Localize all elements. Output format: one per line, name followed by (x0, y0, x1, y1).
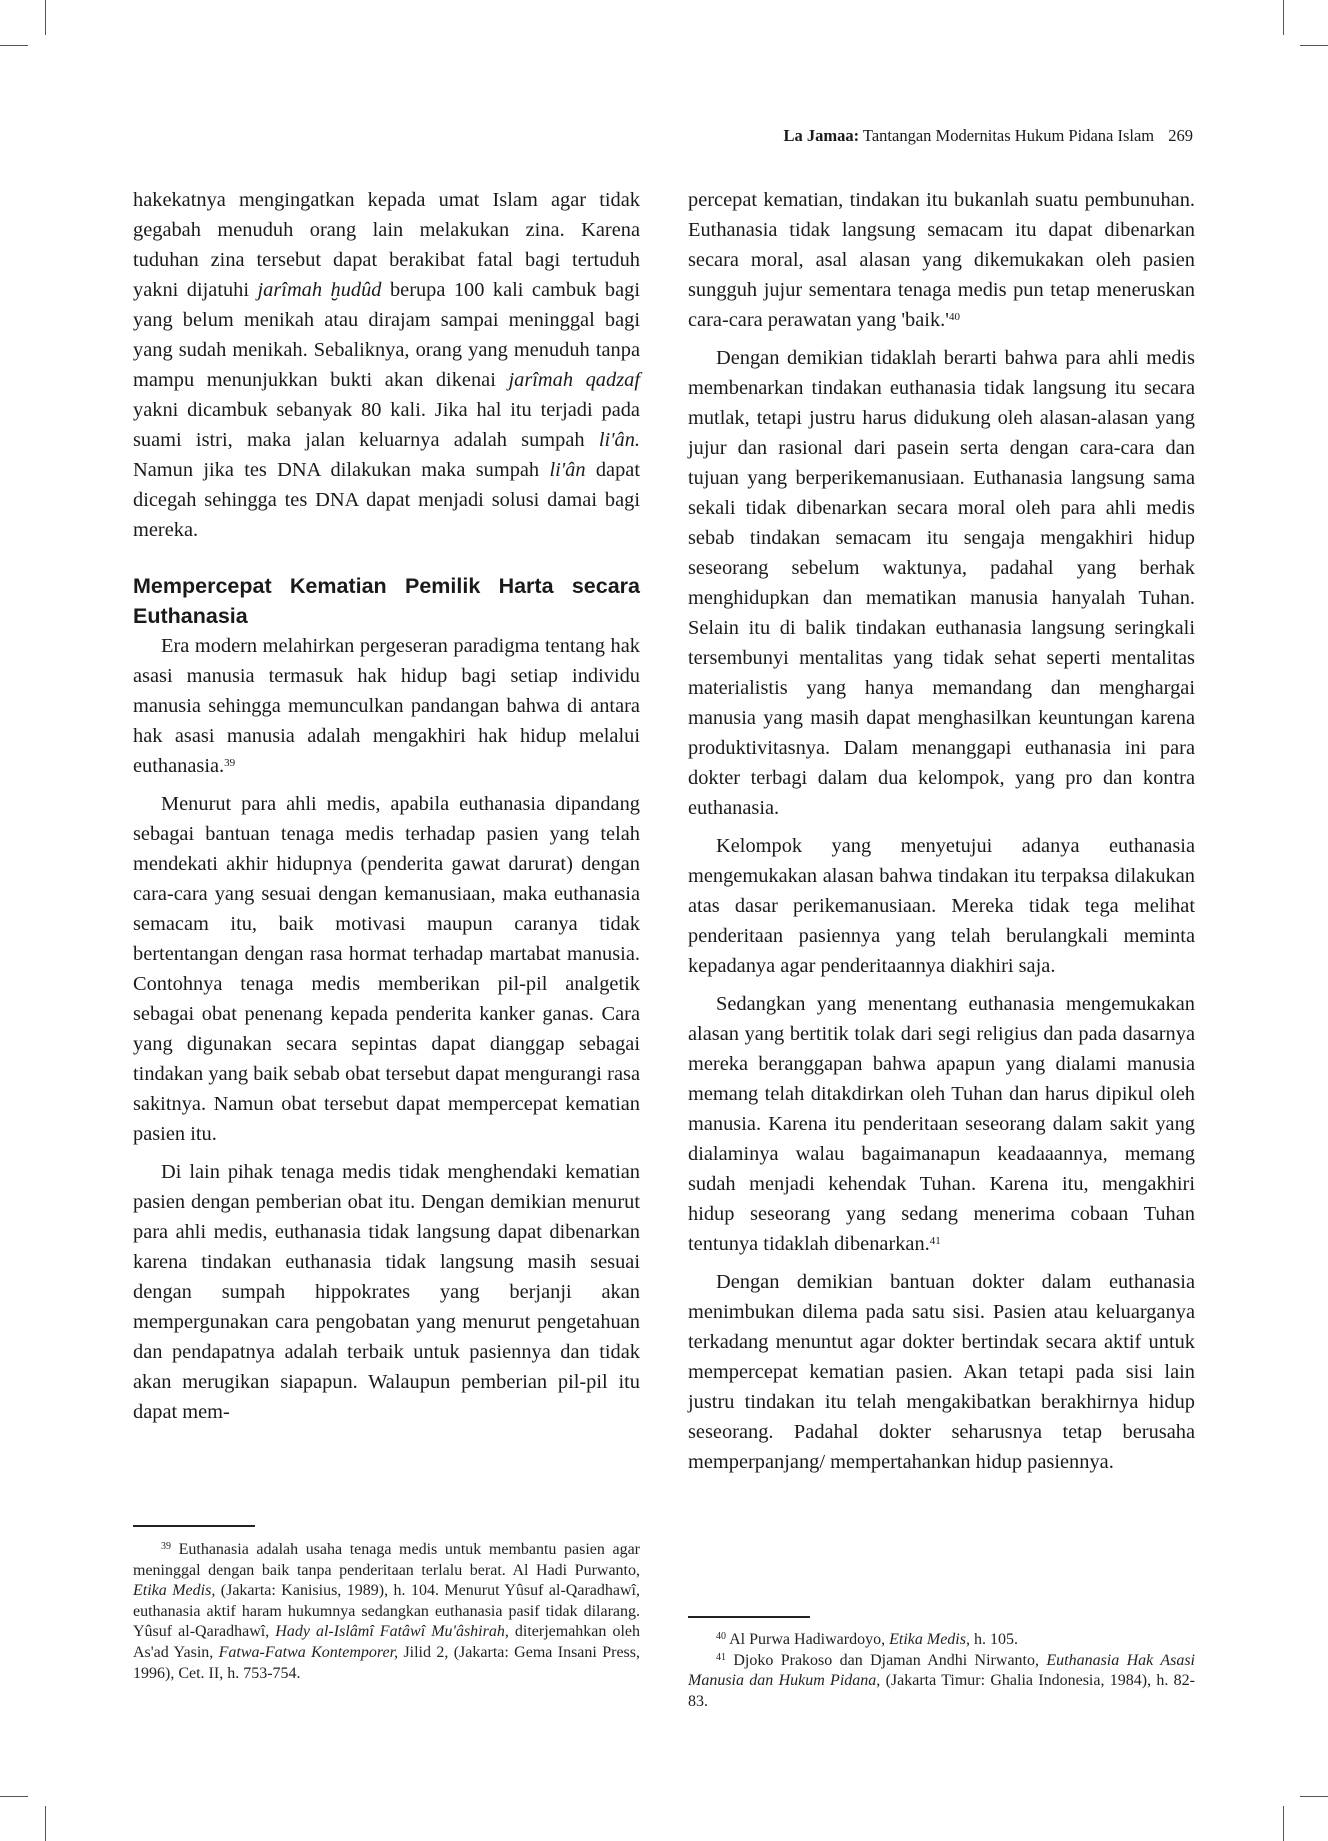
footnote-ref[interactable]: 41 (929, 1235, 941, 1247)
crop-mark-top-right-h (1300, 45, 1328, 46)
crop-mark-bottom-left-v (45, 1806, 46, 1841)
footnote-41 (688, 1651, 1195, 1713)
text-run: (Jakarta Timur: Ghalia Indonesia, 1984), h. 82-83. (688, 1672, 1195, 1710)
paragraph: Di lain pihak tenaga medis tidak menghendaki kematian pasien dengan pemberian obat itu. Dengan demikian menurut para ahli medis, euthanasia tidak langsung dapat dibenarkan karena tindakan euthanasia tidak langsung masih sesuai dengan sumpah hippokrates yang berjanji akan mempergunakan cara pengobatan yang menurut pengetahuan dan pendapatnya adalah terbaik untuk pasiennya dan tidak akan merugikan siapapun. Walaupun pemberian pil-pil itu dapat mem- (133, 1161, 640, 1423)
footnote-ref[interactable]: 39 (224, 757, 236, 769)
text-run: Era modern melahirkan pergeseran paradigma tentang hak asasi manusia termasuk hak hidup bagi setiap individu manusia sehingga memunculkan pandangan bahwa di antara hak asasi manusia adalah mengakhiri hak hidup melalui euthanasia. (133, 635, 640, 777)
text-run: berupa 100 kali cambuk bagi yang belum menikah atau dirajam sampai meninggal bagi yang sudah menikah. Sebaliknya, orang yang menuduh tanpa mampu menunjukkan bukti akan dikenai (133, 279, 641, 391)
footnote-40 (688, 1630, 1195, 1651)
text-run: Sedangkan yang menentang euthanasia mengemukakan alasan yang bertitik tolak dari segi religius dan pada dasarnya mereka beranggapan bahwa apapun yang dialami manusia memang telah ditakdirkan oleh Tuhan dan harus dipikul oleh manusia. Karena itu penderitaan seseorang dalam sakit yang dialaminya walau bagaimanapun keadaaannya, memang sudah menjadi kehendak Tuhan. Karena itu, mengakhiri hidup seseorang yang sedang menerima cobaan Tuhan tentunya tidaklah dibenarkan. (688, 993, 1195, 1255)
crop-mark-top-left-v (45, 0, 46, 35)
footnote-number: 40 (716, 1631, 726, 1642)
italic-term: jarîmah qadzaf (508, 369, 640, 391)
italic-term: jarîmah ḫudûd (257, 279, 382, 301)
right-column (688, 185, 1195, 1477)
section-heading: Mempercepat Kematian Pemilik Harta secara Euthanasia (133, 574, 640, 628)
italic-title: Fatwa-Fatwa Kontemporer, (218, 1643, 399, 1661)
journal-name: La Jamaa: (783, 126, 860, 145)
text-run: percepat kematian, tindakan itu bukanlah suatu pembunuhan. Euthanasia tidak langsung semacam itu dapat dibenarkan secara moral, asal alasan yang dikemukakan oleh pasien sungguh jujur sementara tenaga medis pun tetap meneruskan cara-cara perawatan yang 'baik.' (688, 189, 1195, 331)
paragraph-intro (133, 185, 640, 545)
footnote-39 (133, 1540, 640, 1684)
left-column (133, 185, 640, 1427)
crop-mark-bottom-right-h (1300, 1796, 1328, 1797)
text-run: hakekatnya mengingatkan kepada umat Islam agar tidak gegabah menuduh orang lain melakukan zina. Karena tuduhan zina tersebut dapat berakibat fatal bagi tertuduh yakni dijatuhi (133, 189, 640, 301)
crop-mark-bottom-right-v (1283, 1806, 1284, 1841)
paragraph: Dengan demikian bantuan dokter dalam euthanasia menimbukan dilema pada satu sisi. Pasien atau keluarganya terkadang menuntut agar dokter bertindak secara aktif untuk mempercepat kematian pasien. Akan tetapi pada sisi lain justru tindakan itu telah mengakibatkan berakhirnya hidup seseorang. Padahal dokter seharusnya tetap berusaha memperpanjang/ mempertahankan hidup pasiennya. (688, 1271, 1195, 1473)
footnotes-left (133, 1540, 640, 1684)
paragraph (688, 185, 1195, 335)
text-run: Djoko Prakoso dan Djaman Andhi Nirwanto, (733, 1651, 1047, 1669)
text-run: yakni dicambuk sebanyak 80 kali. Jika hal itu terjadi pada suami istri, maka jalan keluarnya adalah sumpah (133, 399, 640, 451)
running-header (783, 126, 1193, 146)
crop-mark-top-right-v (1283, 0, 1284, 35)
footnote-number: 39 (161, 1541, 171, 1552)
paragraph: Kelompok yang menyetujui adanya euthanasia mengemukakan alasan bahwa tindakan itu terpaksa dilakukan atas dasar perikemanusiaan. Mereka tidak tega melihat penderitaan pasiennya yang telah berulangkali meminta kepadanya agar penderitaannya diakhiri saja. (688, 835, 1195, 977)
paragraph: Menurut para ahli medis, apabila euthanasia dipandang sebagai bantuan tenaga medis terhadap pasien yang telah mendekati akhir hidupnya (penderita gawat darurat) dengan cara-cara yang sesuai dengan kemanusiaan, maka euthanasia semacam itu, baik motivasi maupun caranya tidak bertentangan dengan rasa hormat terhadap martabat manusia. Contohnya tenaga medis memberikan pil-pil analgetik sebagai obat penenang kepada penderita kanker ganas. Cara yang digunakan secara sepintas dapat dianggap sebagai tindakan yang baik sebab obat tersebut dapat mengurangi rasa sakitnya. Namun obat tersebut dapat mempercepat kematian pasien itu. (133, 793, 640, 1145)
italic-term: li'ân. (598, 429, 640, 451)
italic-title: Etika Medis, (889, 1631, 970, 1648)
italic-title: Hady al-Islâmî Fatâwî Mu'âshirah, (275, 1623, 509, 1641)
text-run: diterjemahkan oleh As'ad Yasin, (133, 1623, 641, 1661)
text-run: Namun jika tes DNA dilakukan maka sumpah (133, 459, 550, 481)
footnote-rule (133, 1525, 255, 1527)
page-number: 269 (1168, 126, 1193, 145)
crop-mark-bottom-left-h (0, 1796, 28, 1797)
paragraph: Dengan demikian tidaklah berarti bahwa para ahli medis membenarkan tindakan euthanasia tidak langsung itu secara mutlak, tetapi justru harus didukung oleh alasan-alasan yang jujur dan rasional dari pasein serta dengan cara-cara dan tujuan yang berperikemanusiaan. Euthanasia langsung sama sekali tidak dibenarkan secara moral oleh para ahli medis sebab tindakan semacam itu sengaja mengakhiri hidup seseorang sebelum waktunya, padahal yang berhak menghidupkan dan mematikan manusia hanyalah Tuhan. Selain itu di balik tindakan euthanasia langsung seringkali tersembunyi mentalitas yang tidak sehat seperti mentalitas materialistis yang hanya memandang dan menghargai manusia yang masih dapat menghasilkan keuntungan karena produktivitasnya. Dalam menanggapi euthanasia ini para dokter terbagi dalam dua kelompok, yang pro dan kontra euthanasia. (688, 347, 1195, 819)
footnote-number: 41 (716, 1651, 726, 1663)
paragraph (133, 631, 640, 781)
running-title: Tantangan Modernitas Hukum Pidana Islam (862, 126, 1155, 145)
text-run: dapat dicegah sehingga tes DNA dapat menjadi solusi damai bagi mereka. (133, 459, 640, 541)
text-run: Euthanasia adalah usaha tenaga medis untuk membantu pasien agar meninggal dengan baik tanpa penderitaan terlalu berat. Al Hadi Purwanto, (133, 1541, 641, 1579)
italic-term: li'ân (549, 459, 586, 481)
text-run: h. 105. (969, 1631, 1018, 1648)
footnote-ref[interactable]: 40 (948, 311, 960, 323)
italic-title: Euthanasia Hak Asasi Manusia dan Hukum Pidana, (688, 1651, 1196, 1690)
text-run: Al Purwa Hadiwardoyo, (729, 1631, 890, 1648)
crop-mark-top-left-h (0, 45, 28, 46)
text-run: (Jakarta: Kanisius, 1989), h. 104. Menurut Yûsuf al-Qaradhawî, euthanasia aktif haram hukumnya sedangkan euthanasia pasif tidak dilarang. Yûsuf al-Qaradhawî, (133, 1582, 640, 1641)
italic-title: Etika Medis, (133, 1582, 216, 1600)
paragraph (688, 989, 1195, 1259)
text-run: Jilid 2, (Jakarta: Gema Insani Press, 1996), Cet. II, h. 753-754. (133, 1643, 640, 1682)
footnotes-right (688, 1630, 1195, 1712)
footnote-rule (688, 1616, 810, 1618)
